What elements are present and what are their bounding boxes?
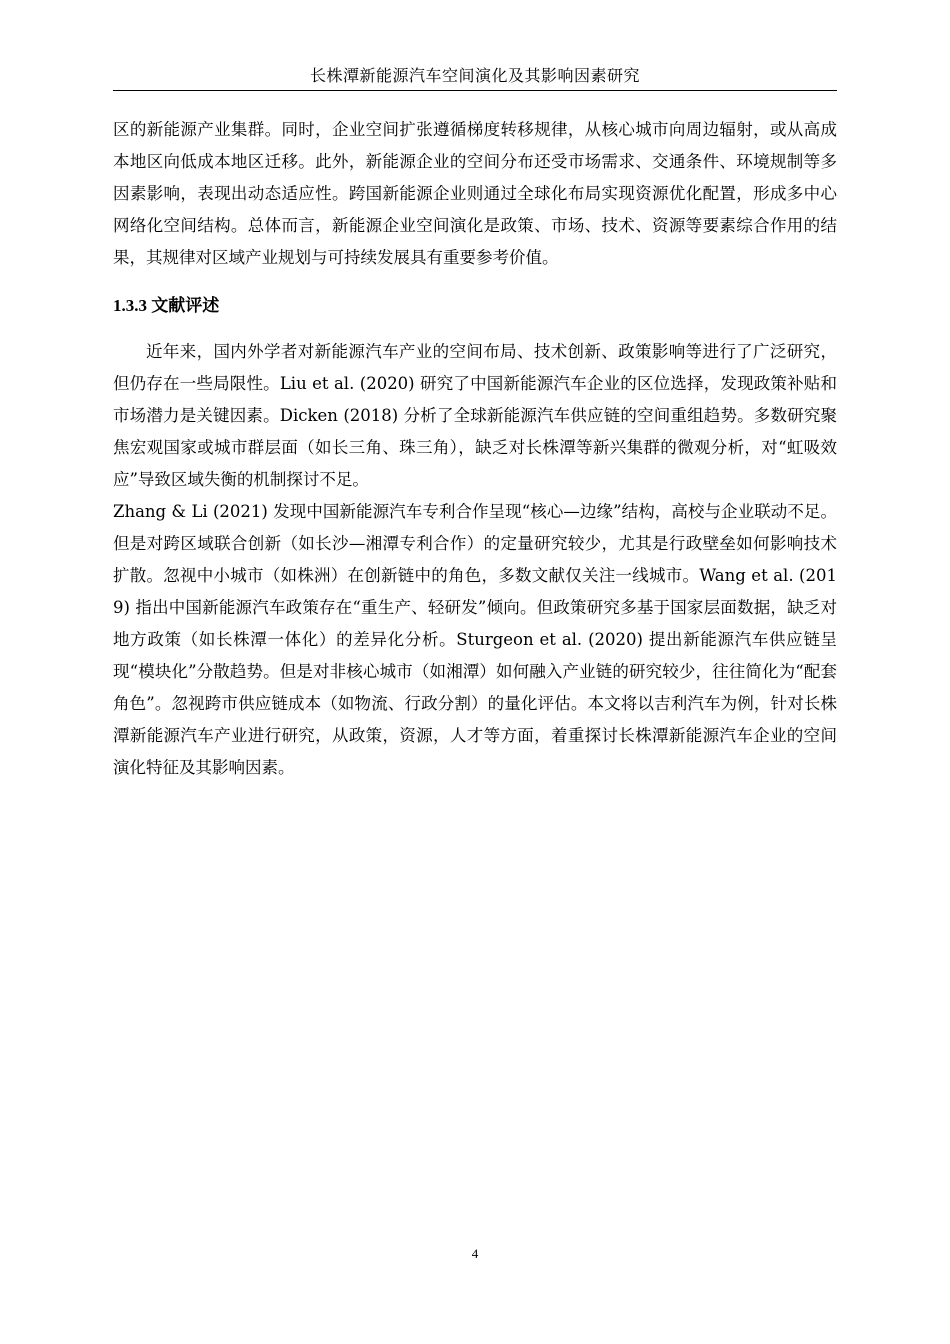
page-number: 4 (471, 1246, 479, 1261)
paragraph-literature-review: 近年来，国内外学者对新能源汽车产业的空间布局、技术创新、政策影响等进行了广泛研究，但仍存在一些局限性。Liu et al. (2020) 研究了中国新能源汽车企业的区位选择，发现政策补贴和市场潜力是关键因素。Dicken (2018) 分析了全球新能源汽车供应链的空间重组趋势。多数研究聚焦宏观国家或城市群层面（如长三角、珠三角），缺乏对长株潭等新兴集群的微观分析，对“虹吸效应”导致区域失衡的机制探讨不足。 (113, 342, 837, 489)
paragraph-continued: 区的新能源产业集群。同时，企业空间扩张遵循梯度转移规律，从核心城市向周边辐射，或从高成本地区向低成本地区迁移。此外，新能源企业的空间分布还受市场需求、交通条件、环境规制等多因素影响，表现出动态适应性。跨国新能源企业则通过全球化布局实现资源优化配置，形成多中心网络化空间结构。总体而言，新能源企业空间演化是政策、市场、技术、资源等要素综合作用的结果，其规律对区域产业规划与可持续发展具有重要参考价值。 (113, 120, 837, 267)
page-body (113, 114, 837, 784)
section-heading: 1.3.3 文献评述 (113, 296, 220, 315)
paragraph-literature-review-continued: Zhang & Li (2021) 发现中国新能源汽车专利合作呈现“核心—边缘”结构，高校与企业联动不足。但是对跨区域联合创新（如长沙—湘潭专利合作）的定量研究较少，尤其是行政壁垒如何影响技术扩散。忽视中小城市（如株洲）在创新链中的角色，多数文献仅关注一线城市。Wang et al. (2019) 指出中国新能源汽车政策存在“重生产、轻研发”倾向。但政策研究多基于国家层面数据，缺乏对地方政策（如长株潭一体化）的差异化分析。Sturgeon et al. (2020) 提出新能源汽车供应链呈现“模块化”分散趋势。但是对非核心城市（如湘潭）如何融入产业链的研究较少，往往简化为“配套角色”。忽视跨市供应链成本（如物流、行政分割）的量化评估。本文将以吉利汽车为例，针对长株潭新能源汽车产业进行研究，从政策，资源，人才等方面，着重探讨长株潭新能源汽车企业的空间演化特征及其影响因素。 (113, 502, 837, 777)
header-divider (113, 90, 837, 91)
running-header: 长株潭新能源汽车空间演化及其影响因素研究 (309, 66, 640, 85)
